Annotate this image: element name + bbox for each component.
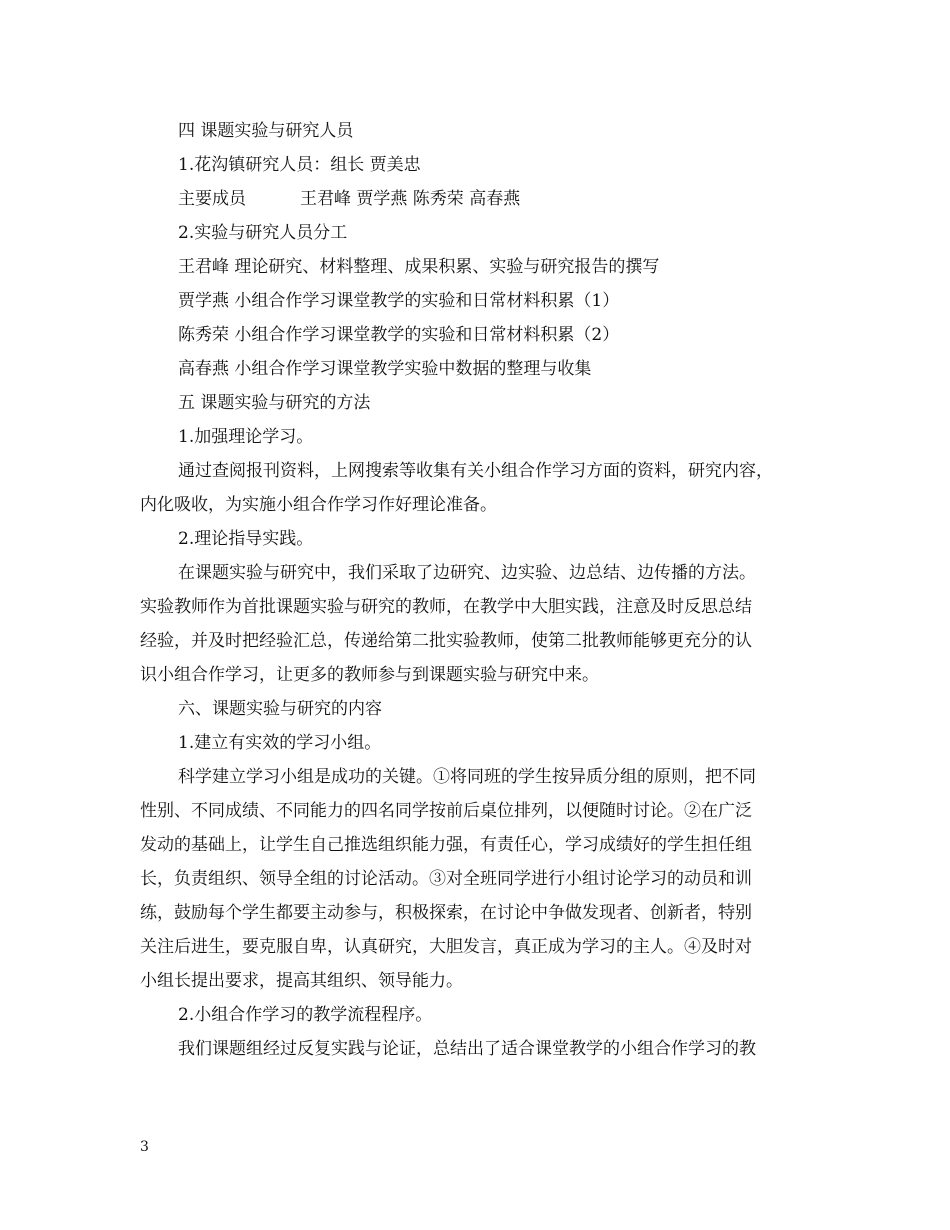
paragraph-line: 科学建立学习小组是成功的关键。①将同班的学生按异质分组的原则，把不同	[178, 767, 756, 787]
researcher-leader-line: 1.花沟镇研究人员：组长 贾美忠	[178, 155, 421, 175]
paragraph-line: 我们课题组经过反复实践与论证，总结出了适合课堂教学的小组合作学习的教	[178, 1039, 756, 1059]
paragraph-line: 实验教师作为首批课题实验与研究的教师，在教学中大胆实践，注意及时反思总结	[140, 597, 752, 617]
section-heading-personnel: 四 课题实验与研究人员	[178, 121, 354, 141]
section-heading-content: 六、课题实验与研究的内容	[178, 699, 382, 719]
section-heading-methods: 五 课题实验与研究的方法	[178, 393, 371, 413]
paragraph-line: 经验，并及时把经验汇总，传递给第二批实验教师，使第二批教师能够更充分的认	[140, 631, 752, 651]
duty-line: 贾学燕 小组合作学习课堂教学的实验和日常材料积累（1）	[178, 291, 620, 311]
paragraph-line: 练，鼓励每个学生都要主动参与，积极探索，在讨论中争做发现者、创新者，特别	[140, 903, 752, 923]
paragraph-line: 在课题实验与研究中，我们采取了边研究、边实验、边总结、边传播的方法。	[178, 563, 756, 583]
paragraph-line: 关注后进生，要克服自卑，认真研究，大胆发言，真正成为学习的主人。④及时对	[140, 937, 752, 957]
duty-line: 陈秀荣 小组合作学习课堂教学的实验和日常材料积累（2）	[178, 325, 620, 345]
paragraph-line: 识小组合作学习，让更多的教师参与到课题实验与研究中来。	[140, 665, 599, 685]
subheading-theory-practice: 2.理论指导实践。	[178, 529, 314, 549]
paragraph-line: 发动的基础上，让学生自己推选组织能力强，有责任心，学习成绩好的学生担任组	[140, 835, 752, 855]
page-number: 3	[140, 1139, 149, 1155]
main-members-line	[140, 182, 822, 216]
duty-line: 高春燕 小组合作学习课堂教学实验中数据的整理与收集	[178, 359, 592, 379]
paragraph-line: 性别、不同成绩、不同能力的四名同学按前后桌位排列，以便随时讨论。②在广泛	[140, 801, 752, 821]
main-members-names: 王君峰 贾学燕 陈秀荣 高春燕	[300, 189, 521, 209]
subheading-theory-study: 1.加强理论学习。	[178, 427, 314, 447]
duty-line: 王君峰 理论研究、材料整理、成果积累、实验与研究报告的撰写	[178, 257, 660, 277]
main-members-label: 主要成员	[178, 189, 246, 209]
paragraph-line: 通过查阅报刊资料，上网搜索等收集有关小组合作学习方面的资料，研究内容，	[178, 461, 773, 481]
body-text	[140, 114, 822, 1066]
subheading-study-groups: 1.建立有实效的学习小组。	[178, 733, 382, 753]
subheading-division-of-work: 2.实验与研究人员分工	[178, 223, 348, 243]
subheading-teaching-process: 2.小组合作学习的教学流程程序。	[178, 1005, 433, 1025]
paragraph-line: 小组长提出要求，提高其组织、领导能力。	[140, 971, 463, 991]
paragraph-line: 内化吸收，为实施小组合作学习作好理论准备。	[140, 495, 497, 515]
paragraph-line: 长，负责组织、领导全组的讨论活动。③对全班同学进行小组讨论学习的动员和训	[140, 869, 752, 889]
